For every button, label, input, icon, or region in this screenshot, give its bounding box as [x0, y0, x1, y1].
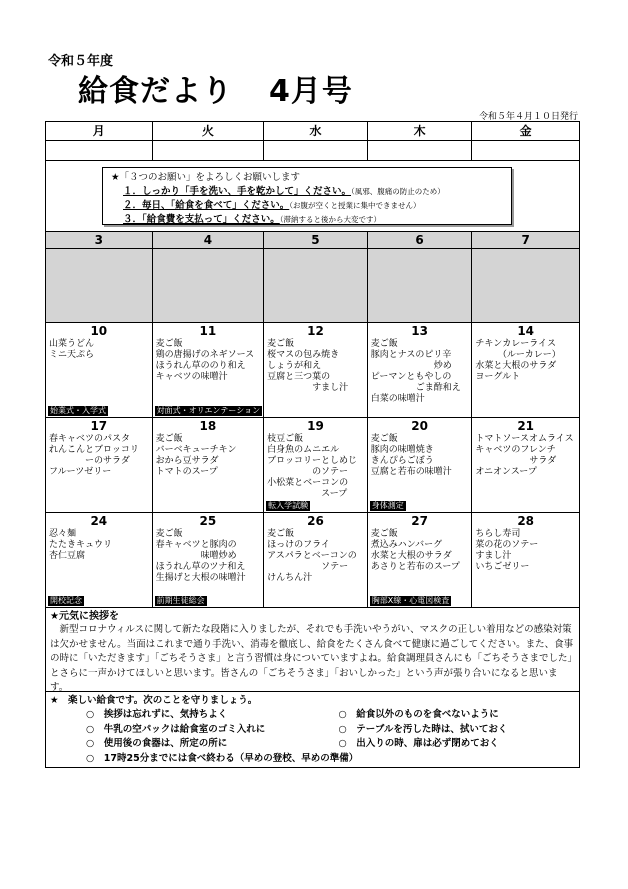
day-menu: 忍々麺 たたきキュウリ 杏仁豆腐 — [49, 529, 113, 561]
message-body: 新型コロナウィルスに関して新たな段階に入りましたが、それでも手洗いやうがい、マスクの正しい着用などの感染対策は欠かせません。当面はこれまで通り手洗い、消毒を徹底し、給食をたくさん食べて健康に過ごしてください。また、食事の時に「いただきます」「ごちそうさま」と言う習慣は身についていますよね。給食調理員さんにも「ごちそうさまでした」とさらに一声かけてほしいと思います。皆さんの「ごちそうさま」「おいしかった」という声が張り合いになると思います。 — [50, 624, 574, 693]
day-cell — [153, 323, 265, 417]
day-menu: チキンカレーライス （ルーカレー） 水菜と大根のサラダ ヨーグルト — [475, 339, 561, 382]
date-number: 26 — [307, 514, 324, 528]
date-number: 7 — [521, 233, 530, 247]
day-cell — [368, 513, 473, 607]
rule-item: ○ 出入りの時、扉は必ず閉めておく — [338, 738, 499, 749]
week-row-1-menus — [46, 249, 579, 323]
lunch-rules — [46, 692, 579, 767]
day-cell — [153, 418, 265, 512]
notice-item: ２．毎日、「給食を食べて」ください。（お腹が空くと授業に集中できません） — [123, 200, 421, 211]
notice-title: ★「３つのお願い」をよろしくお願いします — [111, 172, 301, 183]
greeting-message — [46, 608, 579, 692]
notice-box — [102, 167, 512, 225]
day-cell — [153, 513, 265, 607]
day-cell — [368, 323, 473, 417]
day-cell — [368, 418, 473, 512]
day-menu: 麦ご飯 桜マスの包み焼き しょうが和え 豆腐と三つ葉の すまし汁 — [267, 339, 349, 393]
weekday-header-row — [46, 122, 579, 141]
rules-heading: ★ 楽しい給食です。次のことを守りましょう。 — [50, 695, 258, 706]
date-number: 27 — [411, 514, 428, 528]
date-number: 13 — [411, 324, 428, 338]
three-requests-notice — [46, 161, 579, 232]
event-tag: 始業式・入学式 — [50, 406, 106, 415]
day-menu: 春キャベツのパスタ れんこんとブロッコリ ーのサラダ フルーツゼリー — [49, 434, 139, 477]
date-number: 4 — [153, 232, 265, 248]
date-number: 24 — [90, 514, 108, 528]
message-heading: ★元気に挨拶を — [50, 611, 119, 622]
day-cell — [264, 513, 368, 607]
date-number: 10 — [90, 324, 108, 338]
weekday-thu: 木 — [368, 122, 473, 140]
day-menu: 麦ご飯 煮込みハンバーグ 水菜と大根のサラダ あさりと若布のスープ — [370, 529, 460, 572]
date-number: 6 — [368, 232, 473, 248]
date-number: 28 — [517, 514, 535, 528]
issued-date: 令和５年４月１０日発行 — [478, 112, 578, 122]
menu-calendar — [45, 121, 580, 768]
day-cell — [46, 513, 153, 607]
day-menu: トマトソースオムライス キャベツのフレンチ サラダ オニオンスープ — [475, 434, 574, 477]
rule-item: ○ 17時25分までには食べ終わる（早めの登校、早めの準備） — [86, 752, 359, 764]
event-tag: 転入学試験 — [268, 501, 309, 510]
date-number: 18 — [199, 419, 217, 433]
date-number: 20 — [411, 419, 428, 433]
event-tag: 胸部X線・心電図検査 — [371, 596, 450, 605]
day-menu: 山菜うどん ミニ天ぷら — [49, 339, 95, 360]
date-number: 14 — [517, 324, 535, 338]
rule-item: ○ 使用後の食器は、所定の所に — [86, 738, 228, 749]
day-cell — [264, 323, 368, 417]
weekday-fri: 金 — [519, 124, 532, 138]
rules-list — [50, 708, 575, 766]
issue-month: 4月号 — [269, 74, 353, 109]
school-year: 令和５年度 — [48, 54, 114, 69]
day-cell — [472, 418, 579, 512]
date-number: 12 — [307, 324, 324, 338]
notice-item: １．しっかり「手を洗い、手を乾かして」ください。（風邪、腹痛の防止のため） — [123, 186, 445, 197]
day-menu: 麦ご飯 バーベキューチキン おから豆サラダ トマトのスープ — [155, 434, 237, 477]
date-number: 25 — [199, 514, 217, 528]
event-tag: 前期生徒総会 — [156, 596, 205, 605]
week-row-2 — [46, 323, 579, 418]
day-menu: 麦ご飯 ほっけのフライ アスパラとベーコンの ソテー けんちん汁 — [267, 529, 357, 583]
week-row-4 — [46, 513, 579, 608]
day-cell — [472, 513, 579, 607]
day-menu: 麦ご飯 豚肉とナスのピリ辛 炒め ピーマンともやしの ごま酢和え 白菜の味噌汁 — [370, 339, 461, 404]
date-number: 5 — [264, 232, 368, 248]
week-row-1-numbers — [46, 232, 579, 249]
newsletter-title — [78, 66, 353, 110]
day-cell — [46, 418, 153, 512]
day-menu: 麦ご飯 春キャベツと豚肉の 味噌炒め ほうれん草のツナ和え 生揚げと大根の味噌汁 — [155, 529, 246, 583]
rule-item: ○ 給食以外のものを食べないように — [338, 709, 499, 720]
day-menu: ちらし寿司 菜の花のソテー すまし汁 いちごゼリー — [475, 529, 539, 572]
day-cell — [472, 323, 579, 417]
event-tag: 開校記念 — [50, 596, 82, 605]
date-number: 21 — [517, 419, 535, 433]
day-menu: 麦ご飯 豚肉の味噌焼き きんぴらごぼう 豆腐と若布の味噌汁 — [370, 434, 452, 477]
weekday-mon: 月 — [46, 122, 153, 140]
day-menu: 枝豆ご飯 白身魚のムニエル ブロッコリーとしめじ のソテー 小松菜とベーコンの スープ — [267, 434, 357, 499]
week-row-3 — [46, 418, 579, 513]
date-number: 17 — [90, 419, 108, 433]
rule-item: ○ 挨拶は忘れずに、気持ちよく — [86, 709, 228, 720]
date-number: 11 — [199, 324, 217, 338]
weekday-wed: 水 — [264, 122, 368, 140]
date-number: 19 — [307, 419, 324, 433]
blank-row — [46, 141, 579, 161]
day-cell — [264, 418, 368, 512]
event-tag: 対面式・オリエンテーション — [156, 406, 261, 415]
weekday-tue: 火 — [153, 122, 265, 140]
rule-item: ○ 牛乳の空パックは給食室のゴミ入れに — [86, 723, 266, 735]
title-text: 給食だより — [78, 74, 233, 109]
date-number: 3 — [46, 232, 153, 248]
day-menu: 麦ご飯 鶏の唐揚げのネギソース ほうれん草ののり和え キャベツの味噌汁 — [155, 339, 255, 382]
notice-item: ３．「給食費を支払って」ください。（滞納すると後から大変です） — [123, 214, 382, 225]
day-cell — [46, 323, 153, 417]
rule-item: ○ テーブルを汚した時は、拭いておく — [338, 723, 508, 735]
event-tag: 身体測定 — [371, 501, 404, 510]
